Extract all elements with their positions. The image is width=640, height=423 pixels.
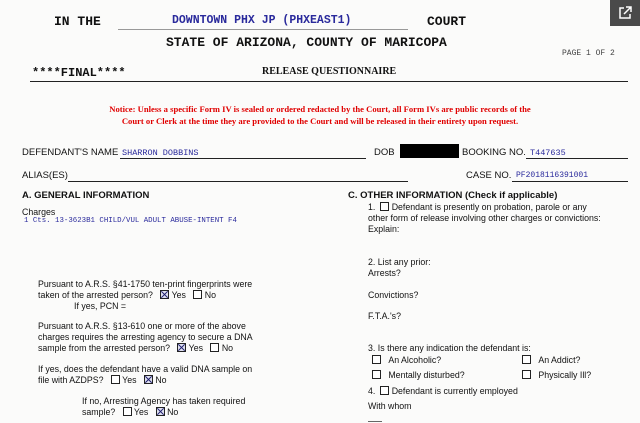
fingerprint-no-checkbox[interactable] [193,290,202,299]
dna-no-label: No [221,343,234,353]
agency-no-checkbox[interactable] [156,407,165,416]
convictions-label: Convictions? [368,290,419,300]
alias-underline [68,181,408,182]
charges-value: 1 Cts. 13-3623B1 CHILD/VUL ADULT ABUSE-INTENT F4 [24,217,237,225]
item-3-label: 3. Is there any indication the defendant is: [368,343,531,353]
court-name: DOWNTOWN PHX JP (PHXEAST1) [172,14,352,27]
dna-no-checkbox[interactable] [210,343,219,352]
fingerprint-no-label: No [204,290,216,300]
case-number-value: PF2018116391001 [516,171,589,180]
booking-number-label: BOOKING NO. [462,147,526,158]
item-1-number: 1. [368,202,376,212]
with-whom-label: With whom [368,401,412,411]
name-underline [120,158,366,159]
azdps-question-line-1: If yes, does the defendant have a valid DNA sample on [38,364,253,374]
page-number: PAGE 1 OF 2 [562,49,615,58]
case-number-label: CASE NO. [466,170,512,181]
fingerprint-question-line-1: Pursuant to A.R.S. §41-1750 ten-print fingerprints were [38,279,253,289]
dna-yes-checkbox[interactable] [177,343,186,352]
charges-label: Charges [22,207,56,217]
agency-question-line-2 [82,407,178,417]
court-underline [118,29,408,30]
agency-no-label: No [167,407,179,417]
item-1-line-2: other form of release involving other charges or convictions: [368,213,601,223]
item-1-explain-label: Explain: [368,224,400,234]
alcoholic-label: An Alcoholic? [388,355,442,365]
mentally-disturbed-label: Mentally disturbed? [388,370,465,380]
item-4-row [368,386,518,396]
agency-question-text: sample? [82,407,116,417]
booking-number-value: T447635 [530,148,566,158]
agency-yes-checkbox[interactable] [123,407,132,416]
dna-question-line-2: charges requires the arresting agency to secure a DNA [38,332,253,342]
defendant-name-value: SHARRON DOBBINS [122,148,199,158]
fingerprint-question-text: taken of the arrested person? [38,290,153,300]
in-the-label: IN THE [54,14,101,29]
agency-question-line-1: If no, Arresting Agency has taken required [82,396,246,406]
addict-checkbox[interactable] [522,355,531,364]
notice-line-2: Court or Clerk at the time they are provided to the Court and will be released in their entirety upon request. [121,116,519,126]
defendant-name-label: DEFENDANT'S NAME [22,147,119,158]
azdps-question-text: file with AZDPS? [38,375,104,385]
physically-ill-checkbox[interactable] [522,370,531,379]
header-rule [30,81,628,82]
fta-label: F.T.A.'s? [368,311,401,321]
fingerprint-question-line-2 [38,290,216,300]
dob-label: DOB [374,147,395,158]
expand-button[interactable] [610,0,640,26]
azdps-no-checkbox[interactable] [144,375,153,384]
section-c-title: C. OTHER INFORMATION (Check if applicable) [348,190,558,201]
case-underline [512,181,628,182]
dob-redaction [400,144,459,158]
addict-row [522,355,580,365]
pcn-label: If yes, PCN = [74,301,127,311]
probation-checkbox[interactable] [380,202,389,211]
section-a-title: A. GENERAL INFORMATION [22,190,150,201]
fingerprint-yes-label: Yes [171,290,186,300]
azdps-yes-checkbox[interactable] [111,375,120,384]
physically-ill-row [522,370,591,380]
alcoholic-checkbox[interactable] [372,355,381,364]
dna-yes-label: Yes [188,343,204,353]
booking-underline [526,158,628,159]
item-4-number: 4. [368,386,376,396]
dna-question-line-3 [38,343,233,353]
agency-yes-label: Yes [133,407,149,417]
external-link-icon [618,6,632,20]
azdps-no-label: No [155,375,167,385]
azdps-question-line-2 [38,375,167,385]
mentally-disturbed-checkbox[interactable] [372,370,381,379]
notice-line-1: Notice: Unless a specific Form IV is sealed or ordered redacted by the Court, all Form IVs are public records of the [109,104,531,114]
court-label: COURT [427,14,467,29]
item-1-text: Defendant is presently on probation, parole or any [391,202,587,212]
item-4-text: Defendant is currently employed [391,386,518,396]
dna-question-line-1: Pursuant to A.R.S. §13-610 one or more of the above [38,321,246,331]
form-title: RELEASE QUESTIONNAIRE [262,66,397,77]
alcoholic-row [372,355,441,365]
mentally-disturbed-row [372,370,465,380]
fingerprint-yes-checkbox[interactable] [160,290,169,299]
arrests-label: Arrests? [368,268,401,278]
cut-off-text-fragment [368,421,382,422]
employed-checkbox[interactable] [380,386,389,395]
state-county-line: STATE OF ARIZONA, COUNTY OF MARICOPA [166,35,447,50]
alias-label: ALIAS(ES) [22,170,68,181]
addict-label: An Addict? [538,355,581,365]
item-1-line-1 [368,202,587,212]
azdps-yes-label: Yes [122,375,137,385]
dna-question-text: sample from the arrested person? [38,343,171,353]
item-2-label: 2. List any prior: [368,257,431,267]
final-label: ****FINAL**** [32,66,126,80]
physically-ill-label: Physically Ill? [538,370,592,380]
